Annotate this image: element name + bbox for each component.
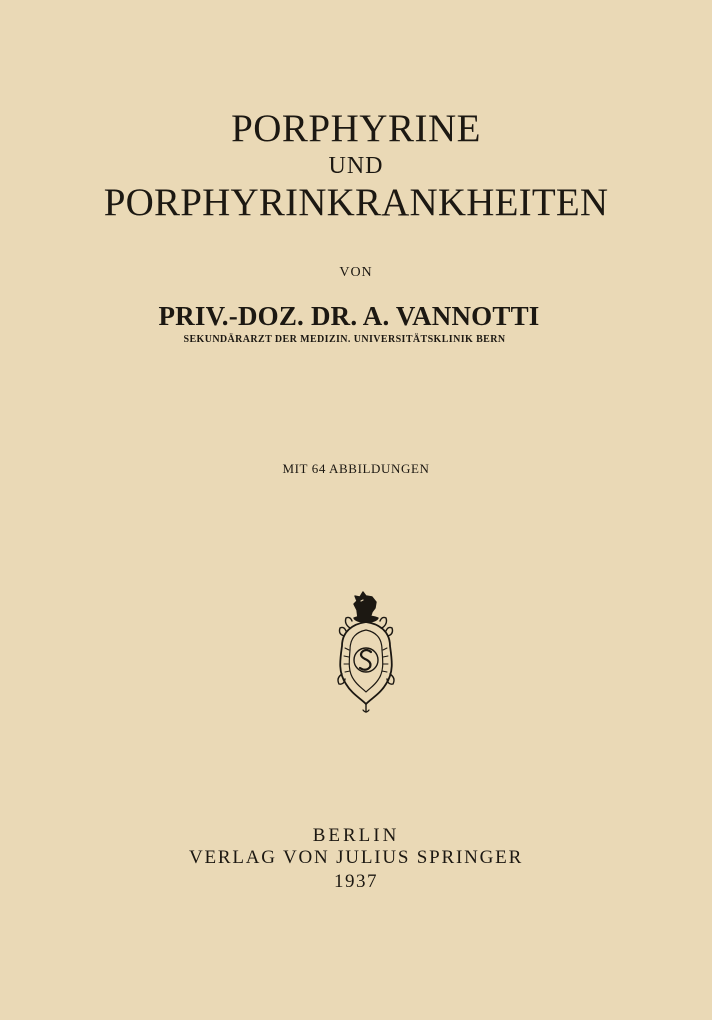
byline: VON — [339, 265, 373, 280]
imprint-year: 1937 — [334, 871, 378, 892]
imprint-publisher: VERLAG VON JULIUS SPRINGER — [188, 847, 524, 868]
author-block — [0, 303, 712, 345]
book-title-conjunction: UND — [328, 153, 384, 179]
springer-knight-emblem-icon — [330, 588, 402, 716]
book-title-line-2: PORPHYRINKRANKHEITEN — [103, 181, 609, 224]
illustrations-note: MIT 64 ABBILDUNGEN — [282, 461, 430, 476]
author-position: SEKUNDÄRARZT DER MEDIZIN. UNIVERSITÄTSKLINIK BERN — [183, 334, 506, 345]
imprint-city: BERLIN — [312, 825, 400, 846]
author-name: PRIV.-DOZ. DR. A. VANNOTTI — [158, 301, 540, 331]
book-title-line-1: PORPHYRINE — [231, 107, 481, 150]
